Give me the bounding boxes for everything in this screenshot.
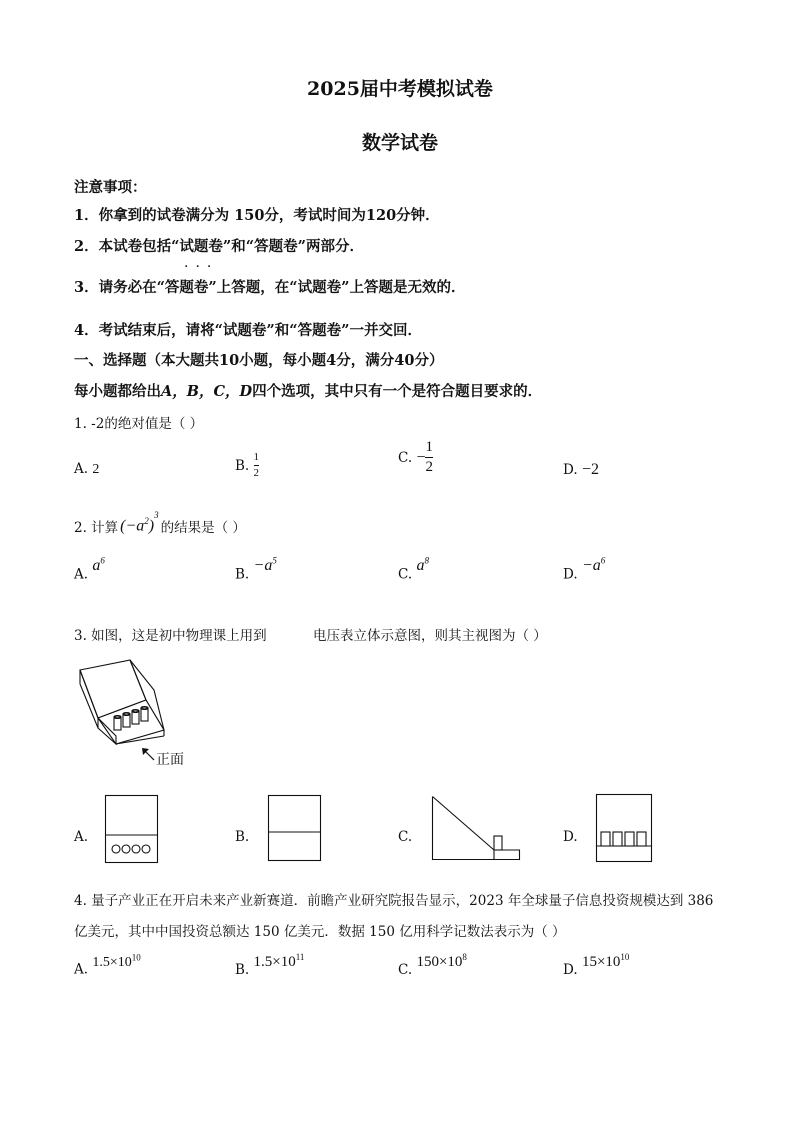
q2-option-b[interactable]: B. $-a^5$ — [235, 556, 277, 583]
q2-stem: 2. 计算 $(-a^2)^3$ 的结果是（ ） — [74, 510, 246, 536]
q3-option-b-figure[interactable] — [268, 795, 321, 861]
fraction: $\frac{1}{2}$ — [425, 439, 433, 475]
q3-option-a-label[interactable]: A. — [74, 829, 89, 845]
q1-option-d[interactable]: D. −2 — [563, 461, 599, 478]
notice-heading: 注意事项： — [74, 179, 147, 196]
q4-option-a[interactable]: A. $1.5\times 10^{10}$ — [74, 952, 141, 978]
q3-stem-a: 3. 如图，这是初中物理课上用到 — [74, 628, 267, 644]
q3-option-b-label[interactable]: B. — [235, 829, 250, 845]
q2-option-a[interactable]: A. $a^6$ — [74, 556, 105, 583]
q3-option-c-figure[interactable] — [432, 796, 520, 860]
notice-item-1: 1．你拿到的试卷满分为 150分，考试时间为120分钟． — [74, 207, 440, 224]
q4-option-c[interactable]: C. $150\times 10^8$ — [398, 952, 467, 978]
q3-option-c-label[interactable]: C. — [398, 829, 413, 845]
notice-item-4: 4．考试结束后，请将“试题卷”和“答题卷”一并交回． — [74, 322, 422, 339]
notice-item-3: 3．请务必在“答题卷”上答题，在“试题卷”上答题是无效的． — [74, 279, 466, 296]
front-label: 正面 — [156, 752, 184, 768]
section-instruction: 每小题都给出A，B，C，D四个选项，其中只有一个是符合题目要求的． — [74, 383, 543, 400]
q2-expression: $(-a^2)^3$ — [120, 510, 159, 535]
q1-option-c[interactable]: C. − $\frac{1}{2}$ — [398, 439, 433, 475]
q4-stem-line2: 亿美元，其中中国投资总额达 150 亿美元．数据 150 亿用科学记数法表示为（ ） — [74, 924, 566, 940]
exam-title: 2025届中考模拟试卷 — [307, 78, 493, 100]
emphasis-dots: ··· — [184, 259, 219, 275]
exam-subtitle: 数学试卷 — [361, 132, 438, 154]
q4-option-d[interactable]: D. $15\times 10^{10}$ — [563, 952, 630, 978]
q3-option-d-figure[interactable] — [596, 794, 652, 862]
q4-option-b[interactable]: B. $1.5\times 10^{11}$ — [235, 952, 305, 978]
q3-option-a-figure[interactable] — [105, 795, 158, 863]
q1-option-b[interactable]: B. $\frac{1}{2}$ — [235, 451, 260, 479]
q1-option-a[interactable]: A. 2 — [74, 461, 100, 477]
q3-stem-b: 电压表立体示意图，则其主视图为（ ） — [313, 628, 547, 644]
q4-stem-line1: 4. 量子产业正在开启未来产业新赛道．前瞻产业研究院报告显示，2023 年全球量子信息投资规模达到 386 — [74, 893, 714, 909]
fraction: $\frac{1}{2}$ — [253, 451, 260, 479]
voltmeter-3d-figure — [80, 660, 190, 740]
q2-option-c[interactable]: C. $a^8$ — [398, 556, 429, 583]
q1-stem: 1. -2的绝对值是（ ） — [74, 416, 204, 432]
q3-option-d-label[interactable]: D. — [563, 829, 578, 845]
q2-option-d[interactable]: D. $-a^6$ — [563, 556, 606, 583]
notice-item-2: 2．本试卷包括“试题卷”和“答题卷”两部分． — [74, 238, 364, 255]
section-heading: 一、选择题（本大题共10小题，每小题4分，满分40分） — [74, 352, 444, 369]
